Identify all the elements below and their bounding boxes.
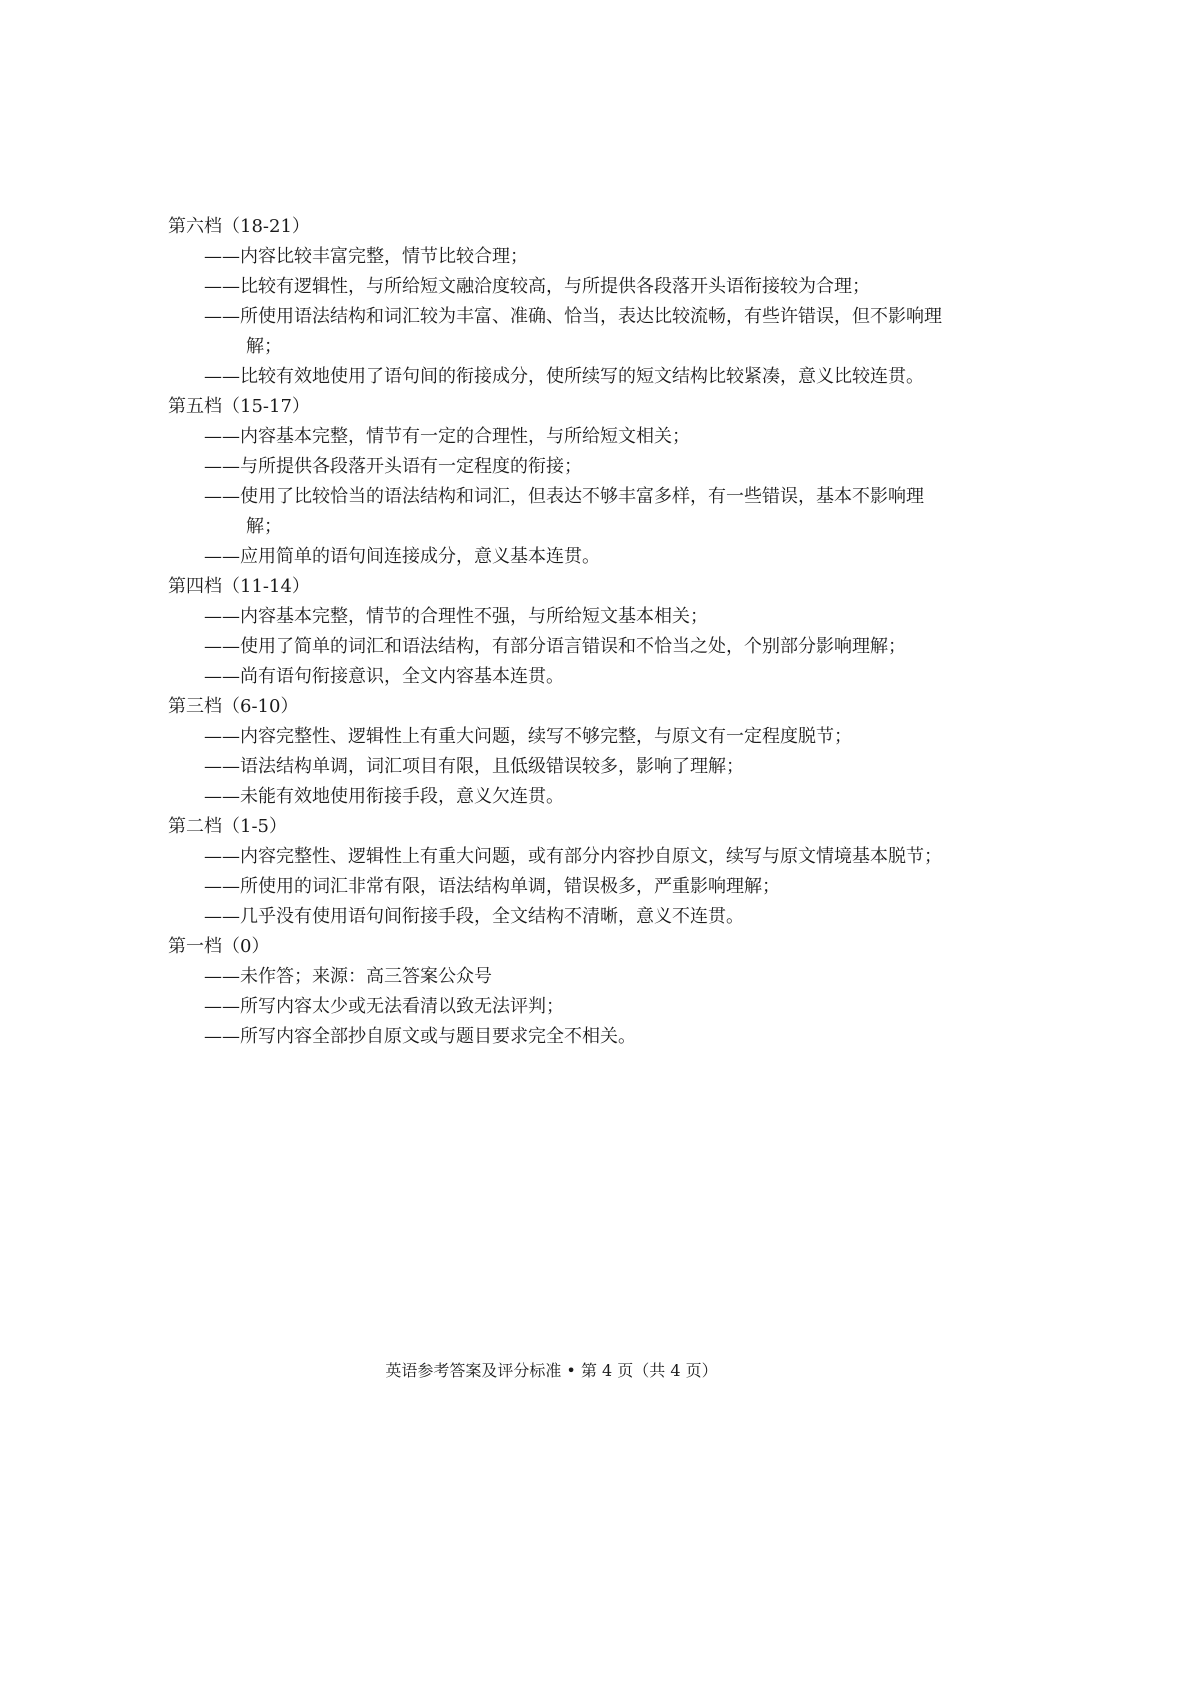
criterion: ——未能有效地使用衔接手段，意义欠连贯。: [204, 786, 564, 807]
criterion: ——内容比较丰富完整，情节比较合理；: [204, 246, 528, 267]
level-title: 第五档（15-17）: [168, 396, 310, 417]
level-title: 第三档（6-10）: [168, 696, 299, 717]
criterion: ——所写内容太少或无法看清以致无法评判；: [204, 996, 564, 1017]
criterion: ——未作答；来源：高三答案公众号: [204, 966, 492, 987]
level-6: [168, 212, 958, 392]
level-title: 第二档（1-5）: [168, 816, 287, 837]
criterion: ——内容完整性、逻辑性上有重大问题，续写不够完整，与原文有一定程度脱节；: [204, 726, 852, 747]
criterion: ——所写内容全部抄自原文或与题目要求完全不相关。: [204, 1026, 636, 1047]
criterion: ——比较有逻辑性，与所给短文融洽度较高，与所提供各段落开头语衔接较为合理；: [204, 276, 870, 297]
criterion: ——所使用语法结构和词汇较为丰富、准确、恰当，表达比较流畅，有些许错误，但不影响理解；: [204, 306, 942, 357]
criterion: ——所使用的词汇非常有限，语法结构单调，错误极多，严重影响理解；: [204, 876, 780, 897]
page-footer: 英语参考答案及评分标准 • 第 4 页（共 4 页）: [385, 1361, 718, 1380]
criterion: ——语法结构单调，词汇项目有限，且低级错误较多，影响了理解；: [204, 756, 744, 777]
level-title: 第一档（0）: [168, 936, 270, 957]
level-4: [168, 572, 958, 692]
level-5: [168, 392, 958, 572]
criterion: ——应用简单的语句间连接成分，意义基本连贯。: [204, 546, 600, 567]
criterion: ——内容基本完整，情节有一定的合理性，与所给短文相关；: [204, 426, 690, 447]
level-title: 第四档（11-14）: [168, 576, 310, 597]
criterion: ——内容完整性、逻辑性上有重大问题，或有部分内容抄自原文，续写与原文情境基本脱节；: [204, 846, 942, 867]
criterion: ——几乎没有使用语句间衔接手段，全文结构不清晰，意义不连贯。: [204, 906, 744, 927]
level-title: 第六档（18-21）: [168, 216, 310, 237]
scoring-criteria: [168, 212, 958, 1052]
criterion: ——尚有语句衔接意识，全文内容基本连贯。: [204, 666, 564, 687]
criterion: ——与所提供各段落开头语有一定程度的衔接；: [204, 456, 582, 477]
criterion: ——使用了比较恰当的语法结构和词汇，但表达不够丰富多样，有一些错误，基本不影响理解；: [204, 486, 924, 537]
criterion: ——比较有效地使用了语句间的衔接成分，使所续写的短文结构比较紧凑，意义比较连贯。: [204, 366, 924, 387]
criterion: ——内容基本完整，情节的合理性不强，与所给短文基本相关；: [204, 606, 708, 627]
level-1: [168, 932, 958, 1052]
level-3: [168, 692, 958, 812]
criterion: ——使用了简单的词汇和语法结构，有部分语言错误和不恰当之处，个别部分影响理解；: [204, 636, 906, 657]
level-2: [168, 812, 958, 932]
